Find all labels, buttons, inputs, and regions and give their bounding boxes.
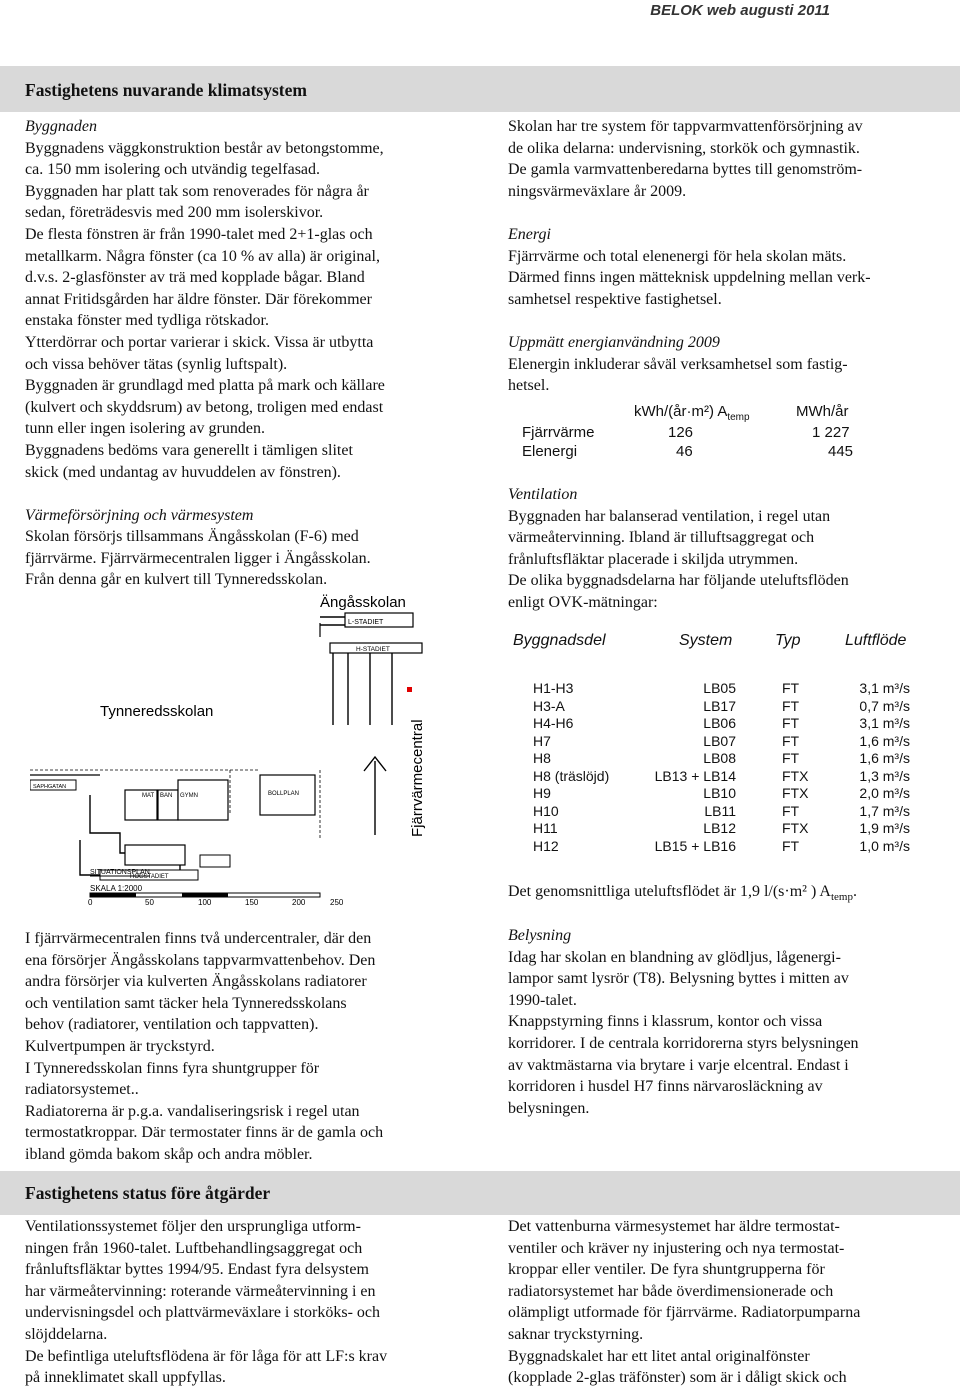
fjarrvarmecentral-marker bbox=[407, 687, 412, 692]
text-line: de olika delarna: undervisning, storkök och gymnastik. bbox=[508, 139, 860, 157]
heading-belysning: Belysning bbox=[508, 927, 572, 944]
text-line: hetsel. bbox=[508, 377, 550, 395]
table-row bbox=[508, 838, 928, 856]
heading-energi: Energi bbox=[508, 225, 551, 243]
table-row bbox=[508, 715, 928, 733]
text-line: av vaktmästarna via brytare i varje elcentral. Endast i bbox=[508, 1056, 849, 1074]
svg-text:SAPHGATAN: SAPHGATAN bbox=[33, 784, 67, 790]
text-line: korridorer. I de centrala korridorerna styrs belysningen bbox=[508, 1034, 859, 1052]
text-line: behov (radiatorer, ventilation och tappvatten). bbox=[25, 1016, 319, 1034]
table-row bbox=[508, 768, 928, 786]
belysning-section bbox=[508, 925, 938, 1119]
text-line: undervisningsdel och plattvärmeväxlare i storköks- och bbox=[25, 1304, 381, 1322]
table-cell: FTX bbox=[782, 785, 809, 801]
table-cell: 0,7 m³/s bbox=[859, 697, 910, 714]
text-line: Byggnadskalet har ett litet antal originalfönster bbox=[508, 1347, 810, 1365]
heading-uppmatt: Uppmätt energianvändning 2009 bbox=[508, 333, 720, 351]
table-cell: H9 bbox=[533, 785, 551, 801]
text-line: ningsvärmeväxlare år 2009. bbox=[508, 182, 687, 200]
text-line: metallkarm. Några fönster (ca 10 % av alla) är original, bbox=[25, 247, 380, 265]
text-line: radiatorsystemet.. bbox=[25, 1081, 139, 1099]
page-header: BELOK web augusti 2011 bbox=[650, 2, 830, 19]
svg-text:SITUATIONSPLAN: SITUATIONSPLAN bbox=[90, 869, 150, 876]
vent-header-row bbox=[508, 632, 928, 658]
svg-text:L-STADIET: L-STADIET bbox=[348, 619, 384, 626]
site-plan-drawing bbox=[30, 575, 500, 905]
text-line: annat Fritidsgården har äldre fönster. Där förekommer bbox=[25, 290, 372, 308]
table-cell: H12 bbox=[533, 837, 559, 854]
label-fjarrvarmecentral: Fjärrvärmecentral bbox=[409, 719, 426, 837]
table-cell: FT bbox=[782, 732, 800, 749]
table-row bbox=[508, 698, 928, 716]
text-line: Radiatorerna är p.g.a. vandaliseringsrisk i regel utan bbox=[25, 1102, 360, 1120]
scale-bar bbox=[88, 869, 344, 905]
ventilation-text bbox=[508, 506, 938, 614]
table-cell: FT bbox=[782, 750, 800, 766]
text-line: slöjddelarna. bbox=[25, 1325, 108, 1343]
text-line: samhetsel respektive fastighetsel. bbox=[508, 290, 722, 308]
table-cell: LB10 bbox=[703, 785, 736, 801]
text-line: 1990-talet. bbox=[508, 991, 577, 1009]
table-cell: H11 bbox=[533, 820, 558, 836]
right-column-top bbox=[508, 116, 938, 397]
table-cell: 3,1 m³/s bbox=[859, 715, 910, 731]
table-cell: FTX bbox=[782, 820, 809, 836]
text-line: Kulvertpumpen är tryckstyrd. bbox=[25, 1037, 215, 1055]
text-line: Ytterdörrar och portar varierar i skick. Vissa är utbytta bbox=[25, 333, 374, 351]
text-line: De gamla varmvattenberedarna byttes till genomström- bbox=[508, 161, 863, 179]
text-line: Det vattenburna värmesystemet har äldre termostat- bbox=[508, 1218, 840, 1235]
vent-header-cell: System bbox=[679, 632, 733, 649]
svg-text:MAT: MAT bbox=[142, 793, 155, 799]
svg-text:BAN: BAN bbox=[160, 793, 173, 799]
energy-row-v1: 126 bbox=[668, 424, 694, 441]
svg-text:SKALA 1:2000: SKALA 1:2000 bbox=[90, 884, 143, 893]
table-row bbox=[508, 803, 928, 821]
table-cell: FTX bbox=[782, 767, 809, 784]
table-cell: FT bbox=[782, 697, 800, 714]
text-line: värmeåtervinning. Ibland är tilluftsaggregat och bbox=[508, 529, 815, 547]
table-row bbox=[508, 785, 928, 803]
text-line: Elenergin inkluderar såväl verksamhetsel som fastig- bbox=[508, 355, 848, 373]
text-line: termostatkroppar. Där termostater finns är de gamla och bbox=[25, 1124, 384, 1142]
text-line: radiatorsystemet har både överdimensionerade och bbox=[508, 1282, 834, 1300]
table-cell: H8 bbox=[533, 750, 551, 766]
label-tynneredsskolan: Tynneredsskolan bbox=[100, 703, 214, 720]
svg-text:250: 250 bbox=[330, 898, 344, 905]
fjarrvarme-text bbox=[25, 928, 480, 1166]
table-cell: H4-H6 bbox=[533, 715, 574, 731]
table-cell: LB07 bbox=[703, 732, 736, 749]
text-line: Skolan försörjs tillsammans Ängåsskolan (F-6) med bbox=[25, 528, 359, 546]
energy-row-v2: 1 227 bbox=[812, 424, 850, 441]
text-line: andra försörjer via kulverten Ängåsskolans radiatorer bbox=[25, 973, 367, 991]
text-line: och ventilation samt täcker hela Tynneredsskolans bbox=[25, 994, 347, 1012]
table-cell: 1,7 m³/s bbox=[859, 802, 910, 819]
text-line: lampor samt lysrör (T8). Belysning byttes i mitten av bbox=[508, 970, 849, 988]
text-line: Idag har skolan en blandning av glödljus, lågenergi- bbox=[508, 948, 841, 966]
text-line: Fjärrvärme och total elenenergi för hela skolan mäts. bbox=[508, 247, 847, 265]
text-line: Ventilationssystemet följer den ursprungliga utform- bbox=[25, 1218, 361, 1235]
table-cell: H1-H3 bbox=[533, 680, 574, 696]
section-title-status: Fastighetens status före åtgärder bbox=[25, 1183, 271, 1203]
table-row bbox=[508, 733, 928, 751]
heading-ventilation: Ventilation bbox=[508, 486, 578, 503]
svg-text:GYMN: GYMN bbox=[180, 793, 198, 799]
table-cell: FT bbox=[782, 680, 800, 696]
text-line: korridoren i husdel H7 finns närvarosläckning av bbox=[508, 1078, 823, 1096]
text-line: har värmeåtervinning: roterande värmeåtervinning i en bbox=[25, 1282, 376, 1300]
text-line: kroppar eller ventiler. De fyra shuntgrupperna för bbox=[508, 1261, 825, 1279]
text-line: frånluftsfläktar placerade i skiljda utrymmen. bbox=[508, 550, 799, 568]
table-cell: H10 bbox=[533, 802, 559, 819]
svg-text:0: 0 bbox=[88, 898, 93, 905]
belysning-text bbox=[508, 947, 938, 1120]
status-left-text bbox=[25, 1216, 480, 1389]
avg-airflow-text: Det genomsnittliga uteluftsflödet är 1,9 l/(s·m² ) $A_{temp}$. bbox=[508, 883, 857, 904]
text-line: Byggnaden har balanserad ventilation, i regel utan bbox=[508, 507, 831, 525]
text-line: sedan, företrädesvis med 200 mm isolerskivor. bbox=[25, 204, 324, 222]
table-cell: LB06 bbox=[703, 715, 736, 731]
label-angasskolan: Ängåsskolan bbox=[320, 594, 406, 611]
status-right-text bbox=[508, 1216, 938, 1389]
text-line: på inneklimatet skall uppfyllas. bbox=[25, 1369, 226, 1387]
energy-col2-header: MWh/år bbox=[796, 403, 849, 420]
text-line: enstaka fönster med tydliga rötskador. bbox=[25, 312, 269, 330]
text-line: Knappstyrning finns i klassrum, kontor och vissa bbox=[508, 1013, 823, 1031]
table-cell: LB12 bbox=[703, 820, 736, 836]
text-line: och vissa behöver tätas (synlig luftspalt). bbox=[25, 355, 288, 373]
table-cell: LB17 bbox=[703, 697, 736, 714]
text-line: skick (med undantag av huvuddelen av fönstren). bbox=[25, 463, 341, 481]
text-line: De befintliga uteluftsflödena är för låga för att LF:s krav bbox=[25, 1347, 388, 1365]
text-line: belysningen. bbox=[508, 1099, 590, 1117]
text-line: Byggnadens väggkonstruktion består av betongstomme, bbox=[25, 139, 384, 157]
energy-row-v1: 46 bbox=[676, 443, 693, 460]
vent-header-cell: Luftflöde bbox=[845, 632, 907, 649]
text-line: De flesta fönstren är från 1990-talet med 2+1-glas och bbox=[25, 225, 373, 243]
left-column-top bbox=[25, 116, 480, 591]
table-row bbox=[508, 820, 928, 838]
table-cell: H8 (träslöjd) bbox=[533, 767, 610, 784]
text-line: ena försörjer Ängåsskolans tappvarmvattenbehov. Den bbox=[25, 951, 376, 969]
text-line: Från denna går en kulvert till Tynneredsskolan. bbox=[25, 571, 328, 589]
text-line: De olika byggnadsdelarna har följande uteluftsflöden bbox=[508, 572, 849, 590]
text-line: ibland gömda bakom skåp och andra möbler. bbox=[25, 1145, 313, 1163]
text-line: Därmed finns ingen mätteknisk uppdelning mellan verk- bbox=[508, 269, 871, 287]
table-cell: 1,6 m³/s bbox=[859, 750, 910, 766]
table-cell: 1,3 m³/s bbox=[859, 767, 910, 784]
text-line: saknar tryckstyrning. bbox=[508, 1325, 644, 1343]
text-line: Byggnadens bedöms vara generellt i tämligen slitet bbox=[25, 441, 353, 459]
text-line: (kopplade 2-glas träfönster) som är i dåligt skick och bbox=[508, 1369, 847, 1387]
site-plan-map bbox=[30, 575, 500, 905]
text-line: Byggnaden är grundlagd med platta på mark och källare bbox=[25, 377, 385, 395]
table-cell: FT bbox=[782, 802, 800, 819]
section-band-status bbox=[0, 1171, 960, 1215]
text-line: Skolan har tre system för tappvarmvattenförsörjning av bbox=[508, 118, 863, 135]
table-cell: LB08 bbox=[703, 750, 736, 766]
svg-text:150: 150 bbox=[245, 898, 259, 905]
energy-row-v2: 445 bbox=[828, 443, 854, 460]
table-cell: 3,1 m³/s bbox=[859, 680, 910, 696]
table-cell: LB15 + LB16 bbox=[654, 837, 736, 854]
table-cell: 1,9 m³/s bbox=[859, 820, 910, 836]
table-cell: 1,6 m³/s bbox=[859, 732, 910, 749]
section-title-climate: Fastighetens nuvarande klimatsystem bbox=[25, 80, 307, 100]
text-line: olämpligt utformade för fjärrvärme. Radiatorpumparna bbox=[508, 1304, 861, 1322]
energi-text bbox=[508, 246, 938, 311]
table-cell: H7 bbox=[533, 732, 551, 749]
energy-row-name: Elenergi bbox=[522, 443, 578, 460]
table-row bbox=[508, 680, 928, 698]
table-cell: LB11 bbox=[704, 802, 736, 819]
text-line: I Tynneredsskolan finns fyra shuntgrupper för bbox=[25, 1059, 320, 1077]
svg-text:200: 200 bbox=[292, 898, 306, 905]
vent-header-cell: Byggnadsdel bbox=[513, 632, 606, 649]
table-cell: FT bbox=[782, 715, 800, 731]
uppmatt-text bbox=[508, 354, 938, 397]
svg-text:H-STADIET: H-STADIET bbox=[356, 646, 390, 653]
heading-byggnaden: Byggnaden bbox=[25, 118, 97, 135]
text-line: tunn eller ingen isolering av grunden. bbox=[25, 420, 265, 438]
svg-text:50: 50 bbox=[145, 898, 154, 905]
text-line: ventiler och kräver ny injustering och nya termostat- bbox=[508, 1239, 845, 1257]
byggnaden-text bbox=[25, 138, 480, 484]
text-line: ca. 150 mm isolering och utvändig tegelfasad. bbox=[25, 161, 321, 179]
ventilation-table bbox=[508, 632, 928, 855]
ventilation-section bbox=[508, 484, 938, 614]
energy-row-name: Fjärrvärme bbox=[522, 424, 595, 441]
table-cell: 2,0 m³/s bbox=[859, 785, 910, 801]
energy-col1-header: kWh/(år·m²) $A_{temp}$ bbox=[634, 403, 750, 423]
tappvarmvatten-text bbox=[508, 116, 938, 202]
vent-header-cell: Typ bbox=[775, 632, 801, 649]
svg-text:100: 100 bbox=[198, 898, 212, 905]
table-cell: LB13 + LB14 bbox=[654, 767, 736, 784]
text-line: frånluftsfläktar byttes 1994/95. Endast fyra delsystem bbox=[25, 1261, 369, 1279]
svg-text:BOLLPLAN: BOLLPLAN bbox=[268, 791, 300, 797]
svg-text:HÖGSTADIET: HÖGSTADIET bbox=[130, 874, 169, 880]
text-line: Byggnaden har platt tak som renoverades för några år bbox=[25, 182, 369, 200]
text-line: d.v.s. 2-glasfönster av trä med kopplade bågar. Bland bbox=[25, 269, 365, 287]
text-line: I fjärrvärmecentralen finns två undercentraler, där den bbox=[25, 930, 372, 947]
table-cell: FT bbox=[782, 837, 800, 854]
text-line: fjärrvärme. Fjärrvärmecentralen ligger i Ängåsskolan. bbox=[25, 549, 371, 567]
table-cell: H3-A bbox=[533, 697, 565, 714]
table-row bbox=[508, 750, 928, 768]
text-line: (kulvert och skyddsrum) av betong, troligen med endast bbox=[25, 398, 384, 416]
text-line: ningen från 1960-talet. Luftbehandlingsaggregat och bbox=[25, 1239, 363, 1257]
heading-varmeforsorjning: Värmeförsörjning och värmesystem bbox=[25, 506, 254, 524]
text-line: enligt OVK-mätningar: bbox=[508, 593, 658, 611]
table-cell: LB05 bbox=[703, 680, 736, 696]
table-cell: 1,0 m³/s bbox=[859, 837, 910, 854]
section-band-climate bbox=[0, 66, 960, 112]
